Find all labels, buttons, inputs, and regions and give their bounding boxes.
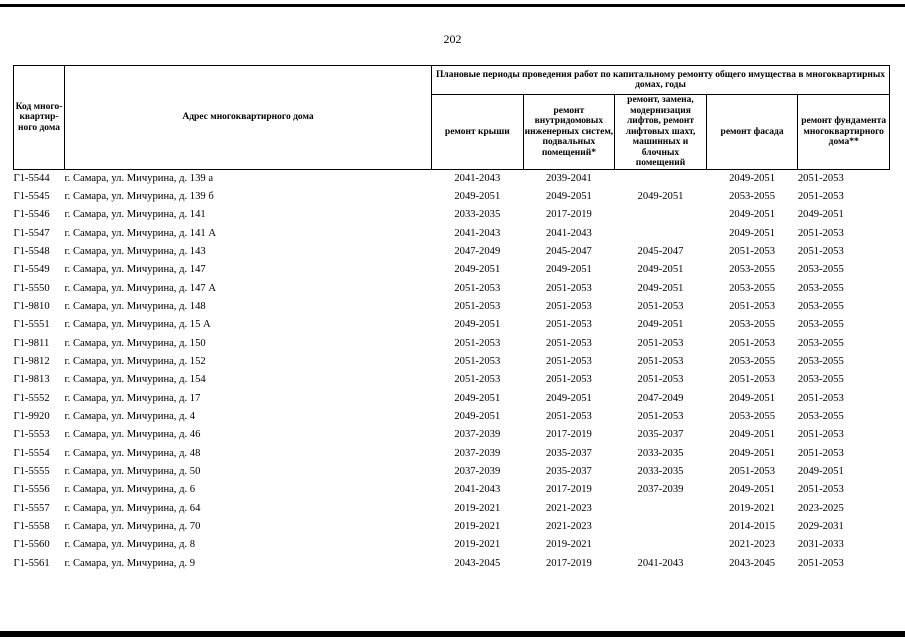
row-foundation: 2023-2025	[797, 502, 844, 514]
row-systems: 2035-2037	[545, 466, 592, 477]
row-lifts	[615, 206, 707, 224]
table-row	[14, 371, 890, 389]
row-roof: 2037-2039	[454, 429, 501, 441]
table-row	[14, 298, 890, 316]
table-row	[14, 261, 890, 279]
row-address: г. Самара, ул. Мичурина, д. 4	[64, 410, 196, 422]
row-systems: 2051-2053	[545, 337, 592, 349]
row-code: Г1-5560	[13, 539, 50, 551]
row-facade: 2049-2051	[729, 447, 776, 459]
row-lifts: 2051-2053	[637, 374, 684, 386]
row-facade: 2053-2055	[729, 410, 776, 422]
row-roof: 2047-2049	[454, 245, 501, 257]
row-code: Г1-9811	[13, 337, 50, 349]
row-systems: 2049-2051	[545, 264, 592, 276]
row-address: г. Самара, ул. Мичурина, д. 154	[64, 374, 206, 386]
row-code: Г1-9812	[13, 355, 50, 367]
row-code: Г1-9813	[13, 374, 50, 386]
row-facade: 2053-2055	[729, 282, 776, 294]
row-roof: 2019-2021	[454, 502, 501, 514]
row-lifts: 2051-2053	[637, 337, 684, 349]
row-lifts: 2049-2051	[637, 190, 684, 202]
row-foundation: 2053-2055	[797, 300, 844, 312]
row-foundation: 2053-2055	[797, 355, 844, 367]
table-row	[14, 280, 890, 298]
table-row	[14, 555, 890, 573]
row-foundation: 2053-2055	[797, 282, 844, 294]
row-facade: 2051-2053	[729, 466, 776, 477]
row-foundation: 2051-2053	[797, 172, 844, 184]
header-roof: ремонт крыши	[432, 95, 524, 170]
row-facade: 2051-2053	[729, 245, 776, 257]
row-address: г. Самара, ул. Мичурина, д. 139 б	[64, 190, 214, 202]
row-roof: 2051-2053	[454, 337, 501, 349]
table-row	[14, 463, 890, 481]
header-systems: ремонт внутридомовых инженерных систем, подвальных помещений*	[523, 95, 615, 170]
row-foundation: 2053-2055	[797, 319, 844, 331]
row-foundation: 2031-2033	[797, 539, 844, 551]
row-roof: 2033-2035	[454, 209, 501, 221]
row-address: г. Самара, ул. Мичурина, д. 148	[64, 300, 206, 312]
row-lifts	[615, 169, 707, 188]
row-systems: 2021-2023	[545, 502, 592, 514]
row-foundation: 2051-2053	[797, 429, 844, 441]
row-code: Г1-5545	[13, 190, 50, 202]
header-address: Адрес многоквартирного дома	[65, 66, 432, 170]
row-facade: 2014-2015	[729, 521, 776, 533]
row-code: Г1-5552	[13, 392, 50, 404]
row-roof: 2041-2043	[454, 172, 501, 184]
row-lifts: 2033-2035	[637, 447, 684, 459]
row-roof: 2037-2039	[454, 466, 501, 477]
table-row	[14, 206, 890, 224]
row-code: Г1-9920	[13, 410, 50, 422]
row-lifts: 2037-2039	[637, 484, 684, 496]
table-row	[14, 445, 890, 463]
row-facade: 2049-2051	[729, 227, 776, 239]
row-foundation: 2053-2055	[797, 410, 844, 422]
row-roof: 2049-2051	[454, 264, 501, 276]
row-roof: 2049-2051	[454, 392, 501, 404]
table-row	[14, 188, 890, 206]
table-row	[14, 500, 890, 518]
row-foundation: 2049-2051	[797, 466, 844, 477]
row-address: г. Самара, ул. Мичурина, д. 46	[64, 429, 201, 441]
table-row	[14, 518, 890, 536]
row-systems: 2051-2053	[545, 282, 592, 294]
row-lifts: 2047-2049	[637, 392, 684, 404]
row-systems: 2039-2041	[545, 172, 592, 184]
row-lifts: 2033-2035	[637, 466, 684, 477]
table-row	[14, 225, 890, 243]
row-lifts: 2041-2043	[637, 557, 684, 569]
row-facade: 2049-2051	[729, 429, 776, 441]
row-facade: 2049-2051	[729, 209, 776, 221]
row-lifts: 2051-2053	[637, 355, 684, 367]
row-systems: 2049-2051	[545, 190, 592, 202]
row-lifts: 2035-2037	[637, 429, 684, 441]
header-lifts: ремонт, замена, модернизация лифтов, ремонт лифтовых шахт, машинных и блочных помещений	[615, 95, 707, 170]
row-facade: 2049-2051	[729, 172, 776, 184]
table-row	[14, 426, 890, 444]
row-foundation: 2053-2055	[797, 337, 844, 349]
row-foundation: 2051-2053	[797, 392, 844, 404]
row-roof: 2043-2045	[454, 557, 501, 569]
row-roof: 2049-2051	[454, 410, 501, 422]
row-systems: 2021-2023	[545, 521, 592, 533]
row-foundation: 2051-2053	[797, 557, 844, 569]
table-row	[14, 481, 890, 499]
row-roof: 2049-2051	[454, 190, 501, 202]
row-facade: 2051-2053	[729, 374, 776, 386]
row-facade: 2053-2055	[729, 319, 776, 331]
table-row	[14, 353, 890, 371]
row-address: г. Самара, ул. Мичурина, д. 6	[64, 484, 196, 496]
header-facade: ремонт фасада	[706, 95, 798, 170]
row-foundation: 2049-2051	[797, 209, 844, 221]
row-foundation: 2051-2053	[797, 447, 844, 459]
row-roof: 2041-2043	[454, 484, 501, 496]
row-roof: 2037-2039	[454, 447, 501, 459]
row-systems: 2017-2019	[545, 209, 592, 221]
row-facade: 2019-2021	[729, 502, 776, 514]
row-systems: 2049-2051	[545, 392, 592, 404]
row-facade: 2021-2023	[729, 539, 776, 551]
row-code: Г1-5555	[13, 466, 50, 477]
row-systems: 2051-2053	[545, 355, 592, 367]
row-address: г. Самара, ул. Мичурина, д. 150	[64, 337, 206, 349]
row-systems: 2041-2043	[545, 227, 592, 239]
row-roof: 2051-2053	[454, 374, 501, 386]
row-code: Г1-5557	[13, 502, 50, 514]
row-code: Г1-5554	[13, 447, 50, 459]
row-facade: 2051-2053	[729, 300, 776, 312]
row-address: г. Самара, ул. Мичурина, д. 143	[64, 245, 206, 257]
row-foundation: 2053-2055	[797, 374, 844, 386]
row-address: г. Самара, ул. Мичурина, д. 147	[64, 264, 206, 276]
row-facade: 2049-2051	[729, 392, 776, 404]
table-row	[14, 536, 890, 554]
row-systems: 2051-2053	[545, 374, 592, 386]
row-address: г. Самара, ул. Мичурина, д. 48	[64, 447, 201, 459]
row-roof: 2019-2021	[454, 521, 501, 533]
row-address: г. Самара, ул. Мичурина, д. 17	[64, 392, 201, 404]
table-row	[14, 408, 890, 426]
row-lifts	[615, 225, 707, 243]
row-systems: 2045-2047	[545, 245, 592, 257]
row-facade: 2043-2045	[729, 557, 776, 569]
row-lifts	[615, 518, 707, 536]
table-row	[14, 243, 890, 261]
row-lifts	[615, 536, 707, 554]
row-roof: 2051-2053	[454, 282, 501, 294]
table-row	[14, 169, 890, 188]
row-facade: 2053-2055	[729, 355, 776, 367]
row-foundation: 2051-2053	[797, 227, 844, 239]
row-address: г. Самара, ул. Мичурина, д. 139 а	[64, 172, 214, 184]
row-code: Г1-5551	[13, 319, 50, 331]
row-systems: 2017-2019	[545, 484, 592, 496]
row-facade: 2049-2051	[729, 484, 776, 496]
row-facade: 2051-2053	[729, 337, 776, 349]
row-code: Г1-5544	[13, 172, 50, 184]
row-roof: 2051-2053	[454, 355, 501, 367]
header-periods: Плановые периоды проведения работ по капитальному ремонту общего имущества в многоквартирных домах, годы	[432, 66, 890, 95]
row-address: г. Самара, ул. Мичурина, д. 141	[64, 209, 206, 221]
row-address: г. Самара, ул. Мичурина, д. 152	[64, 355, 206, 367]
page-number: 202	[443, 32, 462, 46]
row-lifts: 2049-2051	[637, 264, 684, 276]
header-code: Код много-квартир-ного дома	[14, 66, 65, 170]
row-code: Г1-5558	[13, 521, 50, 533]
row-code: Г1-5546	[13, 209, 50, 221]
row-systems: 2019-2021	[545, 539, 592, 551]
row-systems: 2017-2019	[545, 557, 592, 569]
table-row	[14, 390, 890, 408]
bottom-rule	[0, 631, 905, 637]
row-foundation: 2051-2053	[797, 190, 844, 202]
row-systems: 2051-2053	[545, 300, 592, 312]
row-address: г. Самара, ул. Мичурина, д. 147 А	[64, 282, 216, 294]
row-foundation: 2051-2053	[797, 245, 844, 257]
row-systems: 2017-2019	[545, 429, 592, 441]
row-code: Г1-5548	[13, 245, 50, 257]
row-systems: 2051-2053	[545, 319, 592, 331]
row-code: Г1-5550	[13, 282, 50, 294]
row-code: Г1-5561	[13, 557, 50, 569]
row-code: Г1-5553	[13, 429, 50, 441]
table-row	[14, 335, 890, 353]
table-row	[14, 316, 890, 334]
row-lifts: 2051-2053	[637, 300, 684, 312]
row-roof: 2019-2021	[454, 539, 501, 551]
row-lifts: 2045-2047	[637, 245, 684, 257]
row-foundation: 2029-2031	[797, 521, 844, 533]
row-address: г. Самара, ул. Мичурина, д. 50	[64, 466, 201, 477]
row-systems: 2035-2037	[545, 447, 592, 459]
header-foundation: ремонт фундамента многоквартирного дома**	[798, 95, 890, 170]
row-systems: 2051-2053	[545, 410, 592, 422]
row-address: г. Самара, ул. Мичурина, д. 8	[64, 539, 196, 551]
row-foundation: 2051-2053	[797, 484, 844, 496]
row-code: Г1-5547	[13, 227, 50, 239]
row-address: г. Самара, ул. Мичурина, д. 70	[64, 521, 201, 533]
row-code: Г1-9810	[13, 300, 50, 312]
row-roof: 2041-2043	[454, 227, 501, 239]
row-lifts: 2051-2053	[637, 410, 684, 422]
row-facade: 2053-2055	[729, 264, 776, 276]
row-address: г. Самара, ул. Мичурина, д. 141 А	[64, 227, 216, 239]
row-address: г. Самара, ул. Мичурина, д. 15 А	[64, 319, 211, 331]
repair-schedule-table	[13, 65, 890, 573]
row-lifts	[615, 500, 707, 518]
top-rule	[0, 4, 905, 7]
row-roof: 2051-2053	[454, 300, 501, 312]
row-address: г. Самара, ул. Мичурина, д. 9	[64, 557, 196, 569]
row-code: Г1-5556	[13, 484, 50, 496]
row-lifts: 2049-2051	[637, 282, 684, 294]
row-address: г. Самара, ул. Мичурина, д. 64	[64, 502, 201, 514]
row-foundation: 2053-2055	[797, 264, 844, 276]
row-facade: 2053-2055	[729, 190, 776, 202]
row-code: Г1-5549	[13, 264, 50, 276]
row-roof: 2049-2051	[454, 319, 501, 331]
row-lifts: 2049-2051	[637, 319, 684, 331]
